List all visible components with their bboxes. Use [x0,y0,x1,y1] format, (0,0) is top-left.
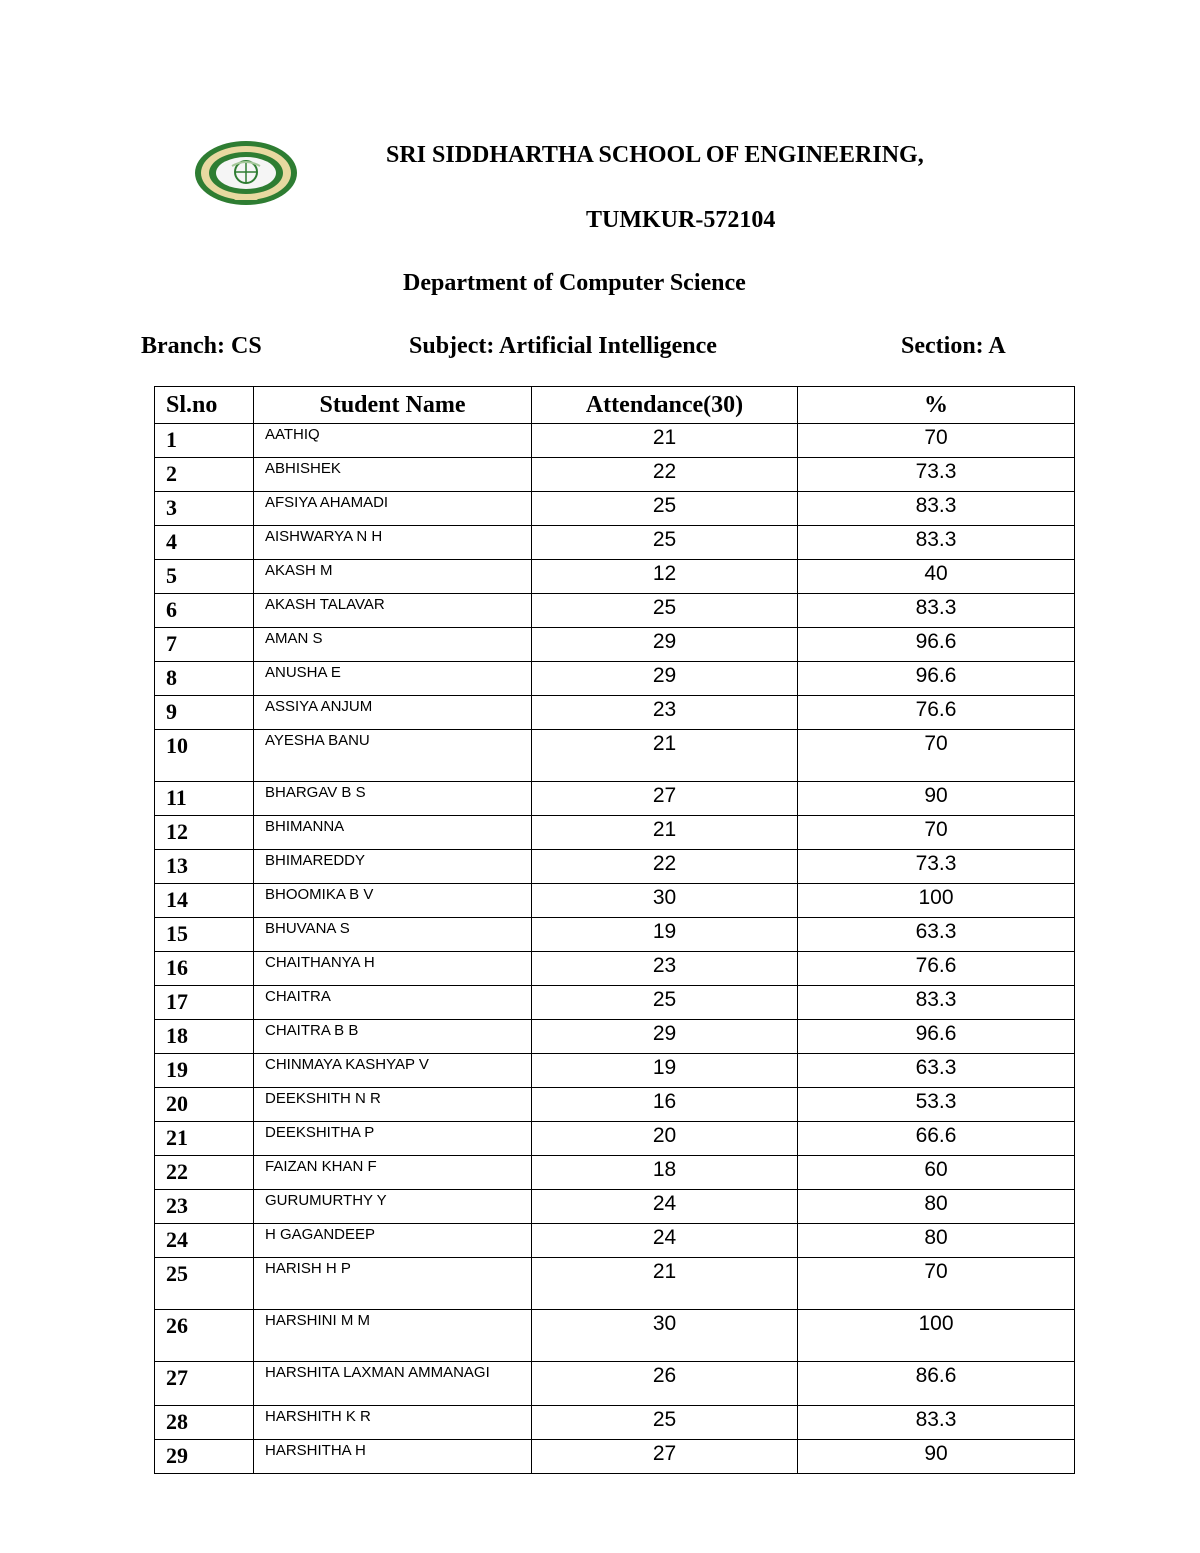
table-row [155,424,1075,458]
row-percent: 73.3 [798,850,1075,884]
row-attendance: 24 [532,1190,798,1224]
row-percent: 86.6 [798,1362,1075,1406]
row-attendance: 21 [532,424,798,458]
row-slno: 20 [155,1088,254,1122]
row-slno: 18 [155,1020,254,1054]
row-student-name: CHAITHANYA H [254,952,532,986]
row-attendance: 18 [532,1156,798,1190]
row-percent: 70 [798,424,1075,458]
row-attendance: 29 [532,1020,798,1054]
row-slno: 15 [155,918,254,952]
row-slno: 8 [155,662,254,696]
row-slno: 26 [155,1310,254,1362]
row-percent: 63.3 [798,918,1075,952]
row-percent: 70 [798,816,1075,850]
table-row [155,1122,1075,1156]
row-percent: 80 [798,1224,1075,1258]
row-percent: 76.6 [798,696,1075,730]
row-slno: 3 [155,492,254,526]
row-student-name: AKASH M [254,560,532,594]
row-student-name: H GAGANDEEP [254,1224,532,1258]
row-slno: 2 [155,458,254,492]
row-slno: 11 [155,782,254,816]
institution-name: SRI SIDDHARTHA SCHOOL OF ENGINEERING, [386,142,924,168]
table-row [155,730,1075,782]
row-percent: 96.6 [798,662,1075,696]
row-attendance: 27 [532,782,798,816]
row-attendance: 30 [532,1310,798,1362]
table-row [155,1156,1075,1190]
table-row [155,560,1075,594]
table-row [155,1310,1075,1362]
row-attendance: 25 [532,986,798,1020]
table-row [155,986,1075,1020]
row-percent: 70 [798,730,1075,782]
row-slno: 5 [155,560,254,594]
row-slno: 29 [155,1440,254,1474]
row-attendance: 26 [532,1362,798,1406]
row-percent: 60 [798,1156,1075,1190]
college-emblem-icon [192,138,300,208]
table-row [155,662,1075,696]
row-student-name: ANUSHA E [254,662,532,696]
row-percent: 83.3 [798,1406,1075,1440]
row-percent: 83.3 [798,986,1075,1020]
table-row [155,1406,1075,1440]
row-attendance: 22 [532,850,798,884]
row-attendance: 25 [532,492,798,526]
row-attendance: 23 [532,952,798,986]
row-student-name: BHOOMIKA B V [254,884,532,918]
row-percent: 96.6 [798,628,1075,662]
row-percent: 63.3 [798,1054,1075,1088]
row-percent: 90 [798,782,1075,816]
row-student-name: BHARGAV B S [254,782,532,816]
row-student-name: BHIMAREDDY [254,850,532,884]
branch-label: Branch: CS [141,333,262,359]
table-row [155,782,1075,816]
row-percent: 76.6 [798,952,1075,986]
table-row [155,884,1075,918]
table-row [155,1362,1075,1406]
row-attendance: 25 [532,594,798,628]
table-row [155,1020,1075,1054]
row-attendance: 21 [532,1258,798,1310]
row-slno: 12 [155,816,254,850]
row-slno: 22 [155,1156,254,1190]
row-attendance: 29 [532,628,798,662]
row-slno: 19 [155,1054,254,1088]
row-attendance: 21 [532,816,798,850]
subject-label: Subject: Artificial Intelligence [409,333,717,359]
row-student-name: AMAN S [254,628,532,662]
row-student-name: AFSIYA AHAMADI [254,492,532,526]
row-slno: 24 [155,1224,254,1258]
column-header-student-name: Student Name [254,387,532,424]
table-row [155,816,1075,850]
row-student-name: AYESHA BANU [254,730,532,782]
row-student-name: HARSHITHA H [254,1440,532,1474]
table-row [155,594,1075,628]
table-row [155,850,1075,884]
row-slno: 23 [155,1190,254,1224]
row-slno: 7 [155,628,254,662]
row-student-name: HARISH H P [254,1258,532,1310]
row-percent: 66.6 [798,1122,1075,1156]
row-student-name: CHAITRA [254,986,532,1020]
table-row [155,918,1075,952]
row-student-name: AISHWARYA N H [254,526,532,560]
table-row [155,1440,1075,1474]
row-student-name: HARSHITH K R [254,1406,532,1440]
row-slno: 17 [155,986,254,1020]
row-percent: 80 [798,1190,1075,1224]
row-percent: 90 [798,1440,1075,1474]
row-attendance: 27 [532,1440,798,1474]
row-slno: 1 [155,424,254,458]
table-header-row [155,387,1075,424]
table-row [155,1088,1075,1122]
row-student-name: FAIZAN KHAN F [254,1156,532,1190]
row-percent: 83.3 [798,492,1075,526]
row-student-name: GURUMURTHY Y [254,1190,532,1224]
column-header-slno: Sl.no [155,387,254,424]
row-attendance: 29 [532,662,798,696]
row-attendance: 22 [532,458,798,492]
row-attendance: 16 [532,1088,798,1122]
institution-city: TUMKUR-572104 [586,207,776,233]
table-row [155,628,1075,662]
row-attendance: 25 [532,526,798,560]
table-row [155,1190,1075,1224]
row-percent: 40 [798,560,1075,594]
table-row [155,458,1075,492]
row-slno: 6 [155,594,254,628]
row-student-name: AKASH TALAVAR [254,594,532,628]
row-percent: 96.6 [798,1020,1075,1054]
table-row [155,1224,1075,1258]
row-percent: 70 [798,1258,1075,1310]
row-attendance: 20 [532,1122,798,1156]
row-student-name: ABHISHEK [254,458,532,492]
row-attendance: 19 [532,918,798,952]
row-attendance: 23 [532,696,798,730]
row-slno: 28 [155,1406,254,1440]
row-slno: 16 [155,952,254,986]
row-percent: 100 [798,1310,1075,1362]
table-row [155,952,1075,986]
row-slno: 25 [155,1258,254,1310]
row-attendance: 30 [532,884,798,918]
row-slno: 14 [155,884,254,918]
row-student-name: CHINMAYA KASHYAP V [254,1054,532,1088]
row-percent: 73.3 [798,458,1075,492]
row-student-name: CHAITRA B B [254,1020,532,1054]
row-student-name: BHUVANA S [254,918,532,952]
section-label: Section: A [901,333,1006,359]
row-student-name: HARSHINI M M [254,1310,532,1362]
row-slno: 27 [155,1362,254,1406]
attendance-table [154,386,1075,1474]
column-header-attendance: Attendance(30) [532,387,798,424]
row-student-name: BHIMANNA [254,816,532,850]
row-percent: 83.3 [798,594,1075,628]
row-slno: 4 [155,526,254,560]
row-slno: 21 [155,1122,254,1156]
table-row [155,696,1075,730]
row-percent: 53.3 [798,1088,1075,1122]
table-row [155,492,1075,526]
row-percent: 83.3 [798,526,1075,560]
table-row [155,1258,1075,1310]
row-attendance: 21 [532,730,798,782]
row-attendance: 24 [532,1224,798,1258]
row-student-name: DEEKSHITHA P [254,1122,532,1156]
row-slno: 13 [155,850,254,884]
department-name: Department of Computer Science [403,270,746,296]
row-attendance: 25 [532,1406,798,1440]
row-percent: 100 [798,884,1075,918]
row-student-name: DEEKSHITH N R [254,1088,532,1122]
table-row [155,1054,1075,1088]
row-slno: 9 [155,696,254,730]
row-student-name: AATHIQ [254,424,532,458]
row-student-name: ASSIYA ANJUM [254,696,532,730]
row-slno: 10 [155,730,254,782]
table-row [155,526,1075,560]
row-attendance: 12 [532,560,798,594]
column-header-percent: % [798,387,1075,424]
row-attendance: 19 [532,1054,798,1088]
row-student-name: HARSHITA LAXMAN AMMANAGI [254,1362,532,1406]
